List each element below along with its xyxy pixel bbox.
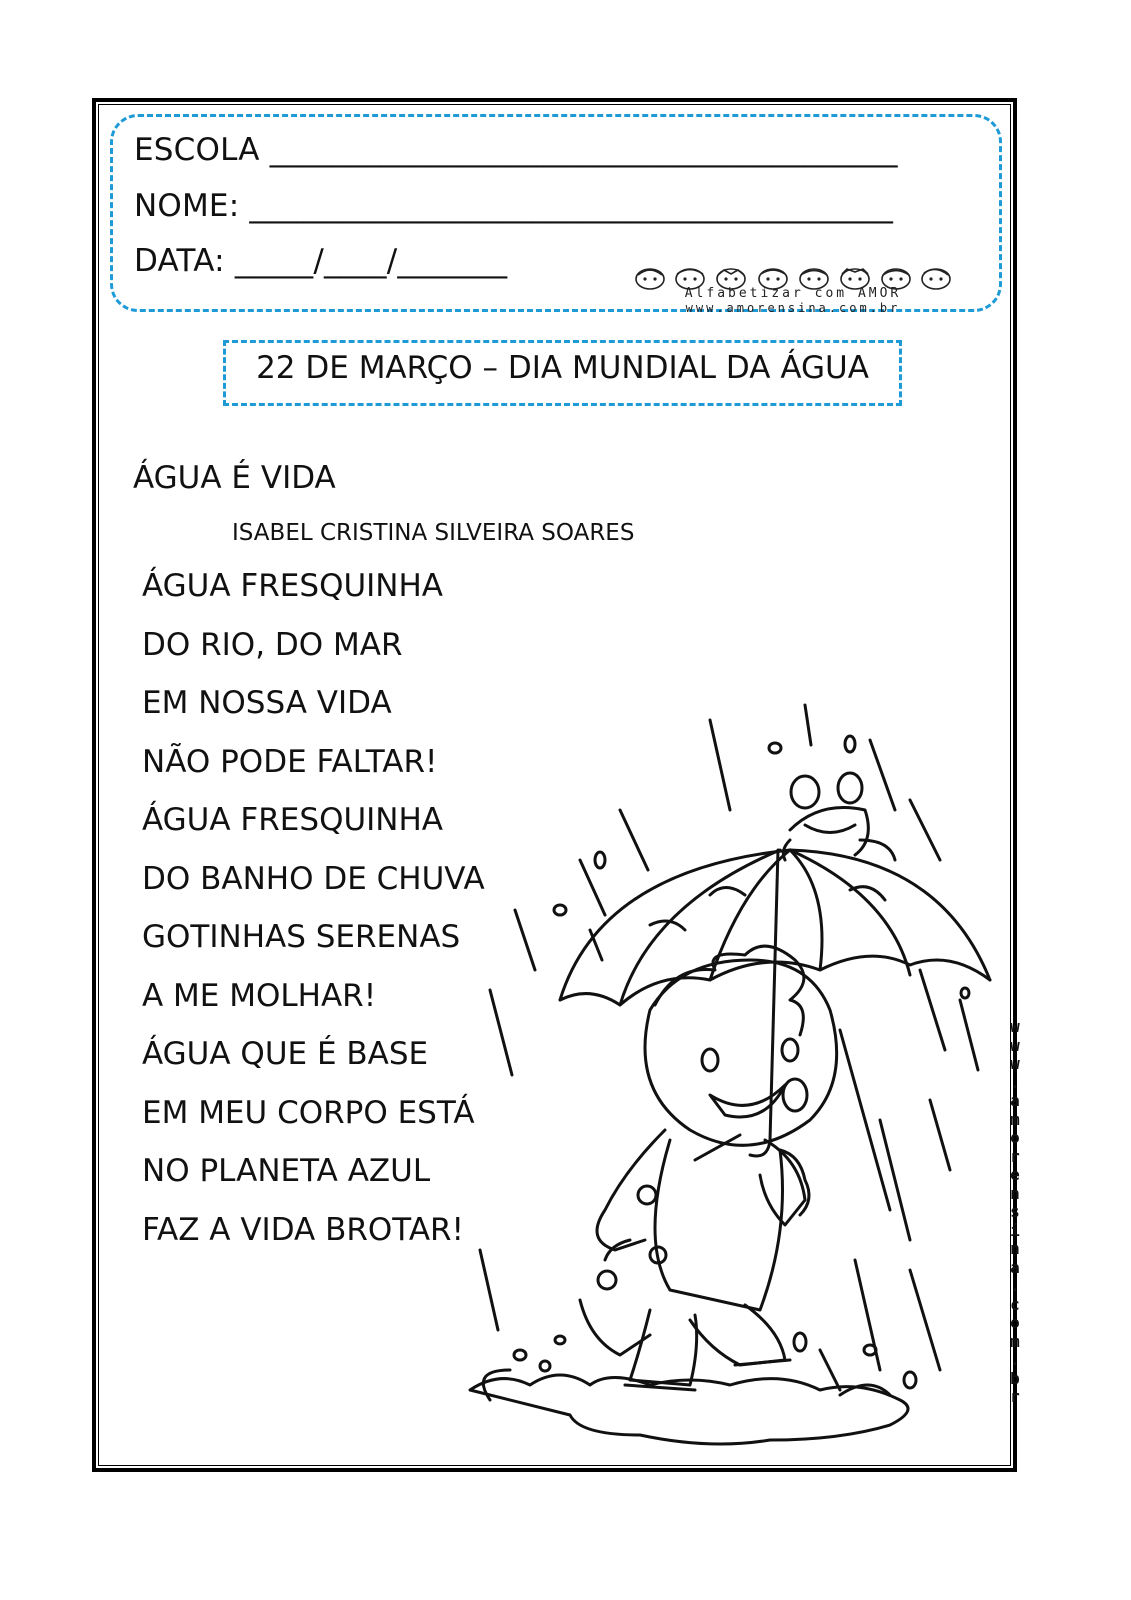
poem-line: DO RIO, DO MAR [142, 626, 403, 663]
side-url-char: w [1010, 1017, 1020, 1036]
poem-line: FAZ A VIDA BROTAR! [142, 1211, 464, 1248]
nome-field[interactable]: NOME: _________________________________________ [134, 188, 894, 224]
poem-line: ÁGUA FRESQUINHA [142, 802, 444, 838]
side-url-char: e [1010, 1165, 1020, 1184]
side-url-watermark [1005, 1018, 1025, 1407]
poem-line: DO BANHO DE CHUVA [142, 860, 485, 897]
poem-line: NÃO PODE FALTAR! [142, 743, 438, 780]
side-url-char: n [1010, 1239, 1020, 1258]
side-url-char: n [1010, 1183, 1020, 1203]
page-title: 22 DE MARÇO – DIA MUNDIAL DA ÁGUA [256, 350, 869, 386]
side-url-char: . [1010, 1350, 1020, 1369]
poem-line: EM NOSSA VIDA [142, 685, 392, 721]
side-url-char: o [1010, 1313, 1020, 1332]
site-logo [628, 266, 958, 320]
side-url-char: m [1010, 1331, 1020, 1351]
side-url-char: s [1010, 1202, 1020, 1221]
child-with-umbrella-in-rain-icon [460, 700, 1005, 1450]
poem-title: ÁGUA É VIDA [133, 460, 336, 496]
side-url-char: i [1010, 1220, 1020, 1240]
side-url-char: b [1010, 1368, 1020, 1388]
side-url-char: r [1010, 1387, 1020, 1406]
side-url-char: . [1010, 1276, 1020, 1295]
side-url-char: . [1010, 1072, 1020, 1092]
data-field[interactable]: DATA: _____/____/_______ [134, 243, 508, 279]
poem-line: EM MEU CORPO ESTÁ [142, 1094, 475, 1131]
poem-line: ÁGUA FRESQUINHA [142, 568, 444, 604]
side-url-char: w [1010, 1035, 1020, 1055]
poem-line: NO PLANETA AZUL [142, 1153, 431, 1189]
side-url-char: a [1010, 1091, 1020, 1110]
side-url-char: m [1010, 1109, 1020, 1129]
side-url-char: r [1010, 1146, 1020, 1166]
logo-url: www.amorensina.com.br [685, 301, 901, 315]
side-url-char: a [1010, 1257, 1020, 1277]
escola-field[interactable]: ESCOLA ________________________________________ [134, 132, 898, 168]
poem-lines [142, 566, 485, 1268]
side-url-char: c [1010, 1294, 1020, 1314]
poem-line: GOTINHAS SERENAS [142, 919, 461, 955]
logo-name: Alfabetizar com AMOR [684, 286, 902, 301]
poem-line: A ME MOLHAR! [142, 977, 377, 1014]
side-url-char: w [1010, 1054, 1020, 1073]
poem-author: ISABEL CRISTINA SILVEIRA SOARES [232, 520, 635, 546]
poem-line: ÁGUA QUE É BASE [142, 1036, 429, 1072]
side-url-char: o [1010, 1128, 1020, 1147]
